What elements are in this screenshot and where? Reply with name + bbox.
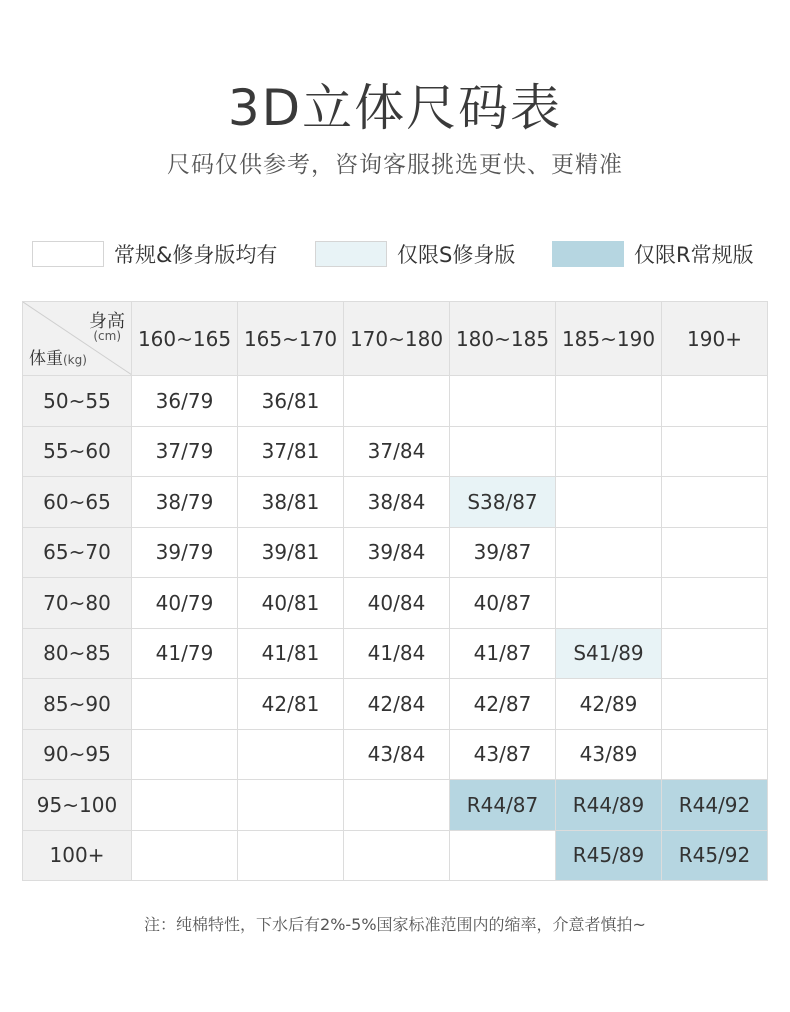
size-cell-r-only: R44/87	[450, 780, 556, 831]
size-cell	[662, 426, 768, 477]
legend-item-s-only	[315, 240, 515, 268]
size-cell	[238, 830, 344, 881]
size-cell-s-only: S41/89	[556, 628, 662, 679]
size-cell: 37/79	[132, 426, 238, 477]
size-cell-r-only: R45/89	[556, 830, 662, 881]
size-cell: 39/79	[132, 527, 238, 578]
size-cell	[556, 578, 662, 629]
size-cell: 36/79	[132, 376, 238, 427]
size-cell: 41/87	[450, 628, 556, 679]
size-cell	[238, 729, 344, 780]
legend-swatch-white	[32, 241, 104, 267]
table-row	[23, 628, 768, 679]
size-cell: 39/84	[344, 527, 450, 578]
footnote: 注：纯棉特性，下水后有2%-5%国家标准范围内的缩率，介意者慎拍~	[144, 915, 646, 934]
row-header: 90~95	[23, 729, 132, 780]
table-header-row	[23, 302, 768, 376]
table-row	[23, 830, 768, 881]
size-cell	[662, 679, 768, 730]
row-header: 55~60	[23, 426, 132, 477]
size-cell	[450, 376, 556, 427]
row-header: 60~65	[23, 477, 132, 528]
column-header: 160~165	[132, 302, 238, 376]
size-cell: 40/84	[344, 578, 450, 629]
size-cell	[238, 780, 344, 831]
size-cell: 42/89	[556, 679, 662, 730]
row-header: 85~90	[23, 679, 132, 730]
size-cell: 43/84	[344, 729, 450, 780]
size-cell	[344, 780, 450, 831]
size-cell: 42/84	[344, 679, 450, 730]
page-subtitle: 尺码仅供参考，咨询客服挑选更快、更精准	[167, 152, 623, 178]
legend-item-r-only	[552, 240, 754, 268]
size-cell: 38/84	[344, 477, 450, 528]
column-header: 185~190	[556, 302, 662, 376]
column-header: 190+	[662, 302, 768, 376]
row-header: 65~70	[23, 527, 132, 578]
legend-item-both	[32, 240, 277, 268]
size-cell	[450, 426, 556, 477]
table-row	[23, 477, 768, 528]
size-cell	[450, 830, 556, 881]
table-row	[23, 376, 768, 427]
size-cell-r-only: R45/92	[662, 830, 768, 881]
size-cell	[662, 628, 768, 679]
size-cell	[556, 477, 662, 528]
table-row	[23, 426, 768, 477]
size-cell	[132, 679, 238, 730]
size-chart-table	[22, 301, 768, 881]
size-cell: 38/79	[132, 477, 238, 528]
table-corner-cell	[23, 302, 132, 376]
legend-swatch-light-blue	[315, 241, 387, 267]
size-cell-r-only: R44/92	[662, 780, 768, 831]
size-cell	[556, 527, 662, 578]
table-row	[23, 527, 768, 578]
size-cell: 39/81	[238, 527, 344, 578]
size-cell: 41/79	[132, 628, 238, 679]
table-row	[23, 679, 768, 730]
height-unit: (cm)	[93, 329, 121, 343]
size-cell: 42/87	[450, 679, 556, 730]
table-row	[23, 578, 768, 629]
size-cell: 42/81	[238, 679, 344, 730]
size-cell	[662, 527, 768, 578]
size-cell	[662, 578, 768, 629]
size-cell	[556, 376, 662, 427]
size-cell-r-only: R44/89	[556, 780, 662, 831]
legend-label: 常规&修身版均有	[114, 243, 278, 267]
row-header: 70~80	[23, 578, 132, 629]
height-label: 身高	[89, 311, 125, 332]
size-cell: 43/87	[450, 729, 556, 780]
size-cell	[132, 780, 238, 831]
size-cell	[132, 729, 238, 780]
row-header: 50~55	[23, 376, 132, 427]
size-cell: 40/79	[132, 578, 238, 629]
column-header: 180~185	[450, 302, 556, 376]
size-cell	[662, 477, 768, 528]
weight-label-wrap	[29, 344, 87, 369]
row-header: 100+	[23, 830, 132, 881]
size-cell	[344, 830, 450, 881]
column-header: 170~180	[344, 302, 450, 376]
size-cell: 39/87	[450, 527, 556, 578]
size-cell: 38/81	[238, 477, 344, 528]
row-header: 80~85	[23, 628, 132, 679]
column-header: 165~170	[238, 302, 344, 376]
size-cell: 37/84	[344, 426, 450, 477]
size-cell	[662, 729, 768, 780]
size-cell	[344, 376, 450, 427]
weight-unit: (kg)	[63, 353, 87, 367]
legend-label: 仅限S修身版	[397, 243, 516, 267]
size-cell: 36/81	[238, 376, 344, 427]
weight-label: 体重	[29, 349, 63, 369]
table-row	[23, 729, 768, 780]
size-cell-s-only: S38/87	[450, 477, 556, 528]
legend-label: 仅限R常规版	[634, 243, 754, 267]
size-cell: 43/89	[556, 729, 662, 780]
size-cell: 37/81	[238, 426, 344, 477]
size-cell: 40/81	[238, 578, 344, 629]
size-cell: 40/87	[450, 578, 556, 629]
size-cell	[556, 426, 662, 477]
row-header: 95~100	[23, 780, 132, 831]
size-cell	[662, 376, 768, 427]
size-cell: 41/81	[238, 628, 344, 679]
size-cell	[132, 830, 238, 881]
page-title: 3D立体尺码表	[227, 79, 563, 137]
table-row	[23, 780, 768, 831]
size-cell: 41/84	[344, 628, 450, 679]
legend-swatch-blue	[552, 241, 624, 267]
